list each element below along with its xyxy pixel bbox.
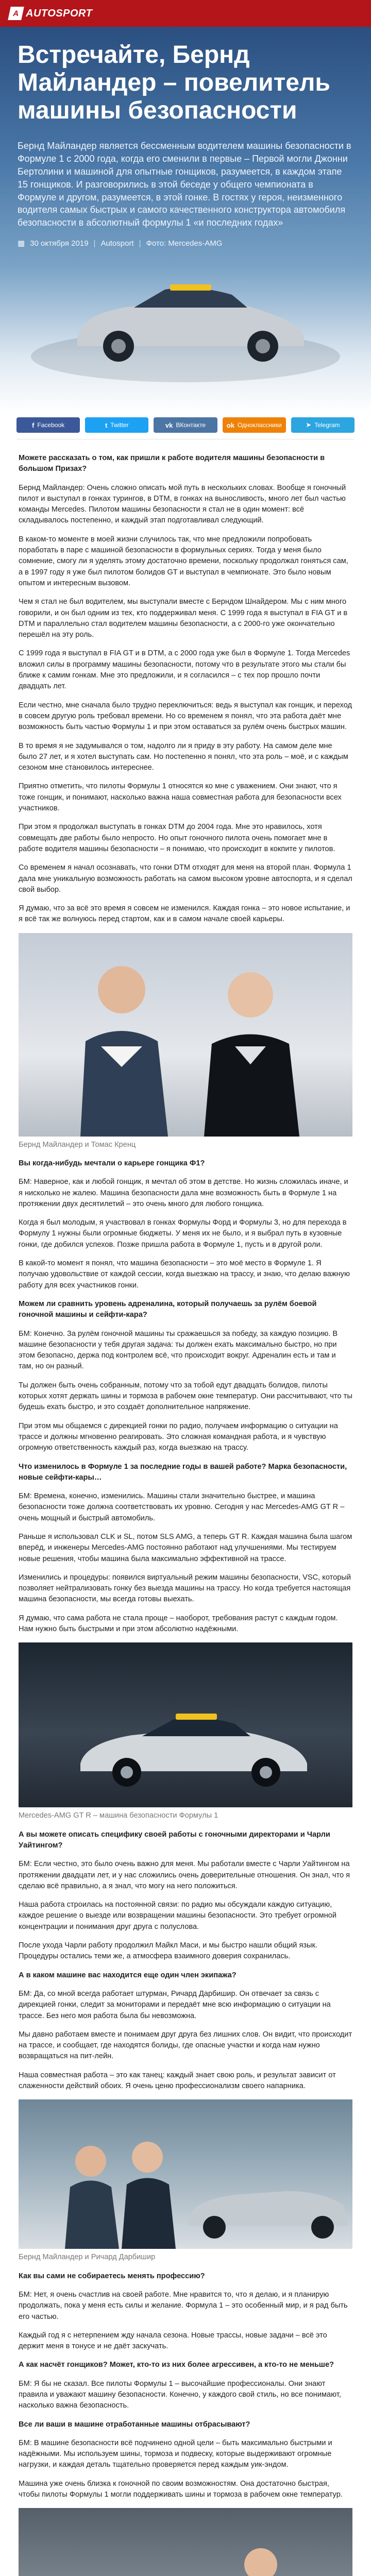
question: А в каком машине вас находится еще один член экипажа? [19, 1971, 237, 1979]
photo-crew[interactable] [19, 2099, 352, 2249]
paragraph: Я думаю, что за всё это время я совсем не изменился. Каждая гонка – это новое испытание, и я всё так же волнуюсь перед стартом, как и в самом начале своей карьеры. [19, 904, 350, 924]
question: Вы когда-нибудь мечтали о карьере гонщика Ф1? [19, 1159, 205, 1167]
crew-person-left [65, 2146, 119, 2249]
question: А вы можете описать специфику своей работы с гоночными директорами и Чарли Уайтингом? [19, 1830, 330, 1850]
paragraph: Машина уже очень близка к гоночной по своим возможностям. Она достаточно быстрая, чтобы пилоты Формулы 1 могли поддерживать шины и тормоза в рабочем окне температур. [19, 2479, 343, 2499]
site-header [0, 0, 371, 27]
brand-name: AUTOSPORT [26, 7, 93, 19]
share-vk-label: ВКонтакте [176, 421, 206, 429]
paragraph: Каждый год я с нетерпением жду начала сезона. Новые трассы, новые задачи – всё это держит меня в тонусе и не даёт заскучать. [19, 2331, 327, 2351]
paragraph: В то время я не задумывался о том, надолго ли я приду в эту работу. На самом деле мне было 27 лет, и я хотел выступать сам. Но постепенно я понял, что эта роль – моё, и с каждым сезоном мне становилось интереснее. [19, 741, 348, 772]
paragraph: При этом я продолжал выступать в гонках DTM до 2004 года. Мне это нравилось, хотя совмещать две работы было непросто. Но опыт гоночного пилота очень помогает мне в работе водителя машины безопасности – я понимаю, что происходит в кокпите у пилотов. [19, 823, 335, 853]
paragraph: БМ: Да, со мной всегда работает штурман, Ричард Дарбишир. Он отвечает за связь с дирекцией гонки, следит за мониторами и передаёт мне всю информацию о ситуации на трассе. Без него моя работа была бы невозможна. [19, 1989, 331, 2020]
share-facebook-button[interactable] [16, 417, 80, 433]
paragraph: Приятно отметить, что пилоты Формулы 1 относятся ко мне с уважением. Они знают, что я тоже гонщик, и понимают, насколько важна наша совместная работа для безопасности всех участников. [19, 782, 342, 813]
paragraph: Бернд Майландер: Очень сложно описать мой путь в нескольких словах. Вообще я гоночный пилот и выступал в гонках турингов, в DTM, в гонках на выносливость, много лет был частью команды Mercedes. Пилотом машины безопасности я стал не в один момент: всё складывалось постепенно, и каждый этап подготавливал следующий. [19, 483, 346, 525]
question: Можете рассказать о том, как пришли к работе водителя машины безопасности в большом Призах? [19, 454, 325, 473]
ok-icon: ok [226, 421, 234, 429]
paragraph: Я думаю, что сама работа не стала проще – наоборот, требования растут с каждым годом. Нам нужно быть быстрыми и при этом абсолютно надёжными. [19, 1614, 338, 1634]
paragraph: БМ: Наверное, как и любой гонщик, я мечтал об этом в детстве. Но жизнь сложилась иначе, и я нисколько не жалею. Машина безопасности дала мне возможность быть в Формуле 1 на протяжении двух десятилетий – это очень много для любого гонщика. [19, 1178, 348, 1208]
photo-two-men[interactable] [19, 933, 352, 1137]
question: Можем ли сравнить уровень адреналина, который получаешь за рулём боевой гоночной машины и сейфти-кара? [19, 1299, 317, 1319]
share-facebook-label: Facebook [37, 421, 65, 429]
driver-illustration [19, 2508, 352, 2576]
photo-caption: Бернд Майландер и Томас Кренц [19, 1140, 136, 1149]
paragraph: БМ: Конечно. За рулём гоночной машины ты сражаешься за победу, за каждую позицию. В машине безопасности у тебя другая задача: ты должен ехать максимально быстро, но при этом безопасно, держа под контролем всё, что происходит вокруг. Адреналин есть и там и там, но он разный. [19, 1329, 338, 1371]
meta-separator-2: | [139, 239, 141, 248]
article-date: 30 октября 2019 [30, 239, 89, 248]
vk-icon: vk [165, 421, 173, 429]
paragraph: БМ: Времена, конечно, изменились. Машины стали значительно быстрее, и машина безопасности тоже должна соответствовать их уровню. Сегодня у нас Mercedes-AMG GT R – очень мощный и быстрый автомобиль. [19, 1492, 345, 1522]
hero-banner [0, 27, 371, 413]
article-meta [18, 239, 353, 248]
car-illustration [19, 1642, 352, 1807]
crew-person-right [122, 2142, 176, 2249]
paragraph: Со временем я начал осознавать, что гонки DTM отходят для меня на второй план. Формула 1 дала мне уникальную возможность работать на самом высоком уровне автоспорта, и я сделал свой выбор. [19, 863, 352, 894]
meta-separator: | [93, 239, 96, 248]
paragraph: Когда я был молодым, я участвовал в гонках Формулы Форд и Формулы 3, но для перехода в Формулу 1 нужны были огромные бюджеты. У меня их не было, и я выбрал путь в кузовные гонки, где добился успехов. Позже пришла работа в Формуле 1, пусть и в другой роли. [19, 1218, 347, 1249]
paragraph: После ухода Чарли работу продолжил Майкл Маси, и мы быстро нашли общий язык. Процедуры остались теми же, а атмосфера взаимного доверия сохранилась. [19, 1941, 317, 1961]
share-ok-label: Одноклассники [237, 421, 282, 429]
paragraph: Ты должен быть очень собранным, потому что за тобой едут двадцать болидов, пилоты которых хотят держать шины и тормоза в рабочем окне температур. Они рассчитывают, что ты будешь ехать быстро, и это создаёт дополнительное напряжение. [19, 1381, 352, 1412]
paragraph: Наша работа строилась на постоянной связи: по радио мы обсуждали каждую ситуацию, каждое решение о выезде или возвращении машины безопасности. Это требует огромной концентрации и понимания друг друга с полуслова. [19, 1901, 337, 1931]
telegram-icon: ➤ [306, 421, 312, 429]
article-title: Встречайте, Бернд Майландер – повелитель машины безопасности [18, 41, 330, 124]
share-telegram-button[interactable] [291, 417, 355, 433]
paragraph: Изменились и процедуры: появился виртуальный режим машины безопасности, VSC, который позволяет нейтрализовать гонку без выезда машины на трассу. Но когда требуется настоящая машина безопасности, мы всегда готовы выехать. [19, 1573, 351, 1604]
paragraph: БМ: Если честно, это было очень важно для меня. Мы работали вместе с Чарли Уайтингом на протяжении двадцати лет, и у нас сложились очень доверительные отношения. Он знал, что я сделаю всё правильно, а я знал, что могу на него положиться. [19, 1860, 350, 1890]
people-illustration [19, 933, 352, 1137]
question: Что изменилось в Формуле 1 за последние годы в вашей работе? Марка безопасности, новые сейфти-кары… [19, 1462, 347, 1482]
question: А как насчёт гонщиков? Может, кто-то из них более агрессивен, а кто-то не меньше? [19, 2361, 334, 2369]
paragraph: Чем я стал не был водителем, мы выступали вместе с Берндом Шнайдером. Мы с ним много говорили, и он был одним из тех, кто поддерживал меня. С 1999 года я выступал в FIA GT и в DTM и параллельно стал водителем машины безопасности, а с 2000-го уже окончательно перешёл на эту роль. [19, 598, 348, 639]
facebook-icon: f [32, 421, 35, 429]
twitter-icon: t [105, 421, 108, 429]
crew-illustration [19, 2099, 352, 2249]
paragraph: При этом мы общаемся с дирекцией гонки по радио, получаем информацию о ситуации на трассе и должны мгновенно реагировать. Это сложная командная работа, и я чувствую огромную ответственность каждый раз, когда выезжаю на трассу. [19, 1421, 338, 1452]
paragraph: БМ: В машине безопасности всё подчинено одной цели – быть максимально быстрыми и надёжными. Мы используем шины, тормоза и подвеску, которые выдерживают огромные нагрузки, и каждая деталь тщательно проверяется перед каждым уик-эндом. [19, 2438, 332, 2469]
paragraph: Раньше я использовал CLK и SL, потом SLS AMG, а теперь GT R. Каждая машина была шагом вперёд, и инженеры Mercedes-AMG постоянно работают над улучшениями. Мы тестируем новые решения, чтобы машина была максимально эффективной на трассе. [19, 1533, 352, 1563]
driver-person [235, 2548, 289, 2576]
photo-safety-car[interactable] [19, 1642, 352, 1807]
article-lead: Бернд Майландер является бессменным водителем машины безопасности в Формуле 1 с 2000 года, когда его сменили в первые – Первой могли Джонни Бертолини и машиной для опытные гонщиков, разумеется, в каждом этапе 15 гонщиков. И разговорились в этой беседе у общего чемпионата в Формуле и другом, разумеется, в этой гонке. В гостях у героя, неизменного водителя самых быстрых и самого качественного конструктора автомобиля безопасности в абсолютный формулы 1 «и последних годах» [18, 141, 351, 228]
paragraph: Мы давно работаем вместе и понимаем друг друга без лишних слов. Он видит, что происходит на трассе, и сообщает, где находятся болиды, где опасные участки и когда нам нужно возвращаться на пит-лейн. [19, 2030, 352, 2061]
paragraph: В какой-то момент я понял, что машина безопасности – это моё место в Формуле 1. Я получаю удовольствие от каждой сессии, когда выезжаю на трассу, и знаю, что делаю важную работу для всех участников гонки. [19, 1259, 350, 1290]
paragraph: БМ: Нет, я очень счастлив на своей работе. Мне нравится то, что я делаю, и я планирую продолжать, пока у меня есть силы и желание. Формула 1 – это особенный мир, и я рад быть его частью. [19, 2290, 348, 2321]
article-body [0, 439, 371, 2576]
question: Все ли ваши в машине отработанные машины отбрасывают? [19, 2420, 250, 2429]
photo-caption: Бернд Майландер и Ричард Дарбишир [19, 2253, 156, 2262]
article-author[interactable]: Autosport [100, 239, 134, 248]
calendar-icon: ▦ [18, 239, 25, 248]
paragraph: Наша совместная работа – это как танец: каждый знает свою роль, и результат зависит от слаженности действий обоих. Я очень ценю профессионализм своего напарника. [19, 2071, 336, 2091]
site-logo[interactable] [9, 7, 92, 20]
photo-caption: Mercedes-AMG GT R – машина безопасности Формулы 1 [19, 1811, 218, 1820]
share-twitter-label: Twitter [110, 421, 129, 429]
paragraph: С 1999 года я выступал в FIA GT и в DTM, а с 2000 года уже был в Формуле 1. Тогда Mercedes вложил силы в программу машины безопасности, потому что в результате этого мы стали бы ближе к самим гонкам. Мне это предложили, и я согласился – с тех пор прошло почти двадцать лет. [19, 649, 350, 691]
photo-credit: Фото: Mercedes-AMG [146, 239, 223, 248]
paragraph: Если честно, мне сначала было трудно переключиться: ведь я выступал как гонщик, и переход в совсем другую роль требовал времени. Но со временем я понял, что эта работа даёт мне возможность быть частью Формулы 1 и при этом оставаться за рулём очень быстрых машин. [19, 701, 352, 732]
share-telegram-label: Telegram [314, 421, 340, 429]
paragraph: В каком-то моменте в моей жизни случилось так, что мне предложили попробовать поработать в паре с машиной безопасности в формульных сериях. Тогда у меня было сомнение, смогу ли я уделять этому достаточно времени, поскольку продолжал гоняться сам, а в 1997 году я уже был пилотом болидов GT и выступал в чемпионате. Это было новым опытом и интересным вызовом. [19, 535, 348, 587]
share-ok-button[interactable] [223, 417, 286, 433]
question: Как вы сами не собираетесь менять профессию? [19, 2272, 205, 2280]
share-vk-button[interactable] [154, 417, 217, 433]
logo-mark-icon: A [8, 7, 24, 20]
paragraph: БМ: Я бы не сказал. Все пилоты Формулы 1 – высочайшие профессионалы. Они знают правила и уважают машину безопасности. Конечно, у каждого свой стиль, но все понимают, насколько важна безопасность. [19, 2379, 341, 2410]
share-bar [0, 413, 371, 437]
share-twitter-button[interactable] [85, 417, 148, 433]
photo-driver-at-car[interactable] [19, 2508, 352, 2576]
